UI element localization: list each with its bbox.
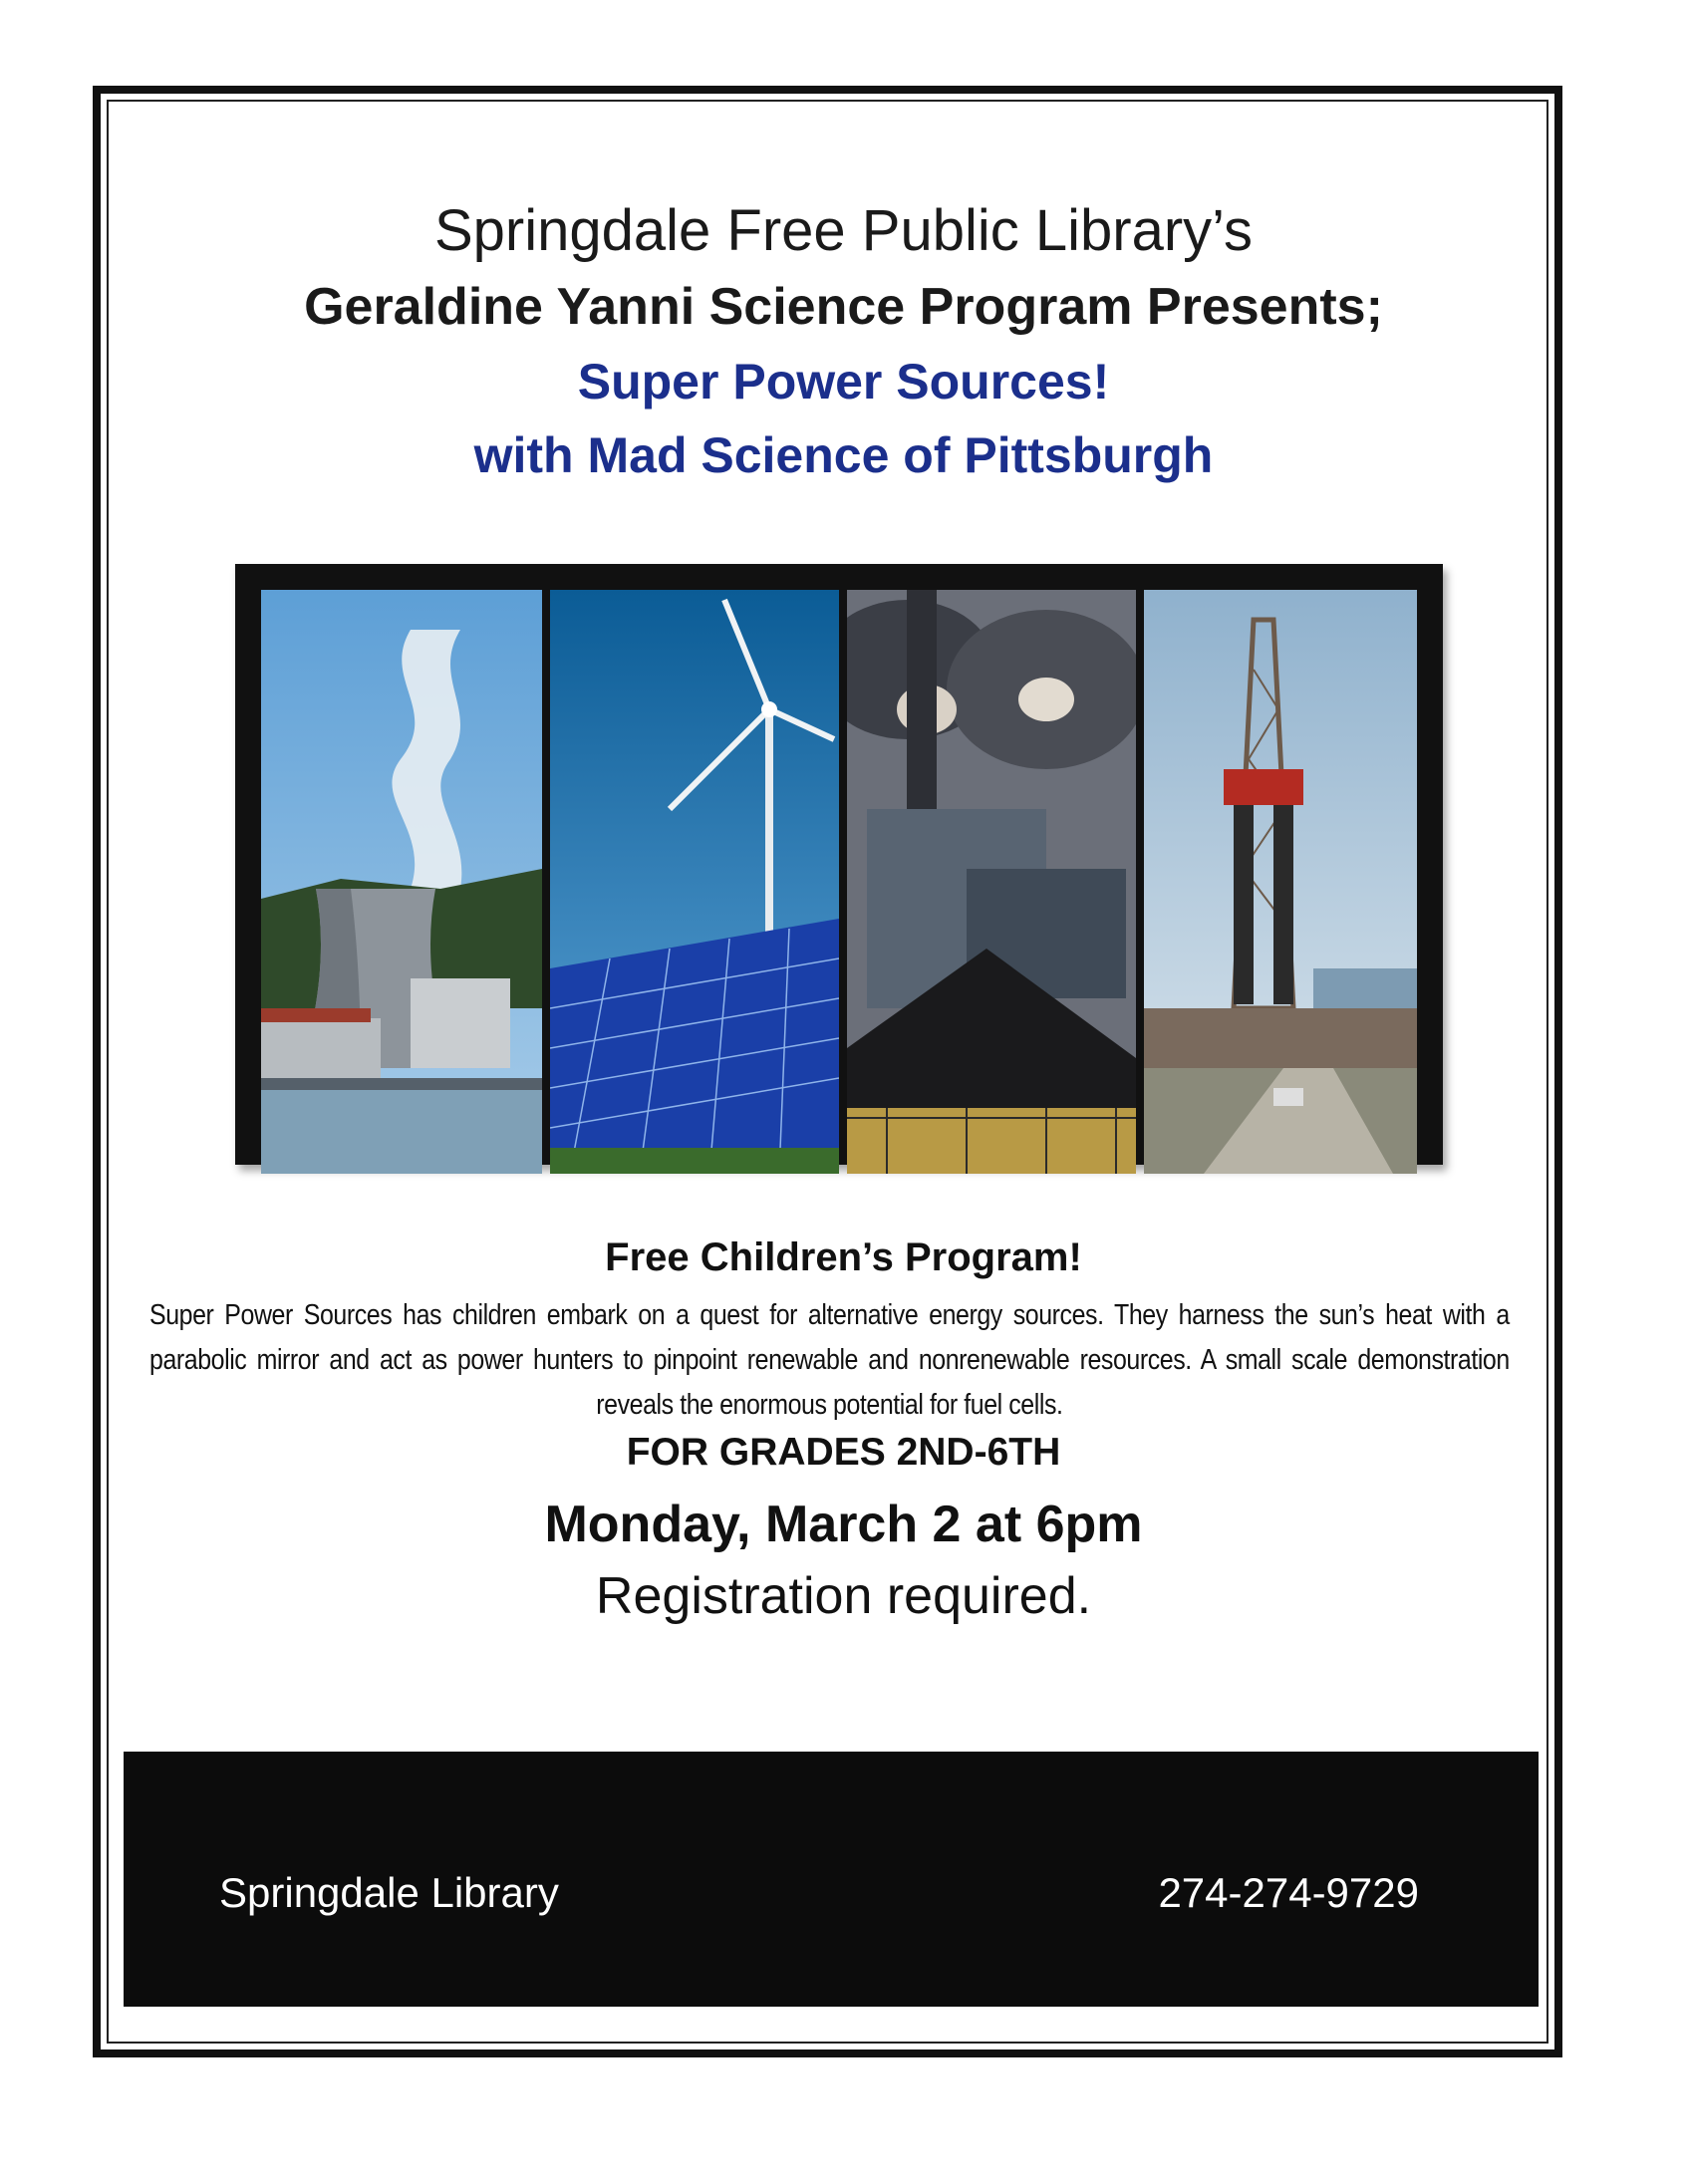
coal-power-plant-photo	[847, 590, 1136, 1174]
program-heading: Free Children’s Program!	[605, 1235, 1082, 1279]
wind-turbine-solar-panels-photo	[550, 590, 839, 1174]
footer-bar	[124, 1752, 1539, 2007]
event-title: Super Power Sources!	[577, 354, 1110, 410]
registration-note: Registration required.	[595, 1567, 1092, 1625]
footer-library-name: Springdale Library	[219, 1869, 559, 1916]
footer-phone[interactable]: 274-274-9729	[1158, 1869, 1419, 1916]
program-description: Super Power Sources has children embark on a quest for alternative energy sources. They harness the sun’s heat with a parabolic mirror and act as power hunters to pinpoint renewable and nonrenewable resources. A small scale demonstration reveals the enormous potential for fuel cells.	[149, 1299, 1510, 1421]
event-date: Monday, March 2 at 6pm	[544, 1496, 1143, 1553]
nuclear-cooling-tower-photo	[261, 590, 542, 1174]
drilling-rig-photo	[1144, 590, 1417, 1174]
grades-label: FOR GRADES 2ND-6TH	[626, 1431, 1061, 1474]
energy-photo-collage	[235, 564, 1443, 1165]
program-presenter: Geraldine Yanni Science Program Presents;	[304, 278, 1383, 336]
library-name: Springdale Free Public Library’s	[433, 198, 1253, 263]
event-subtitle: with Mad Science of Pittsburgh	[473, 427, 1214, 483]
